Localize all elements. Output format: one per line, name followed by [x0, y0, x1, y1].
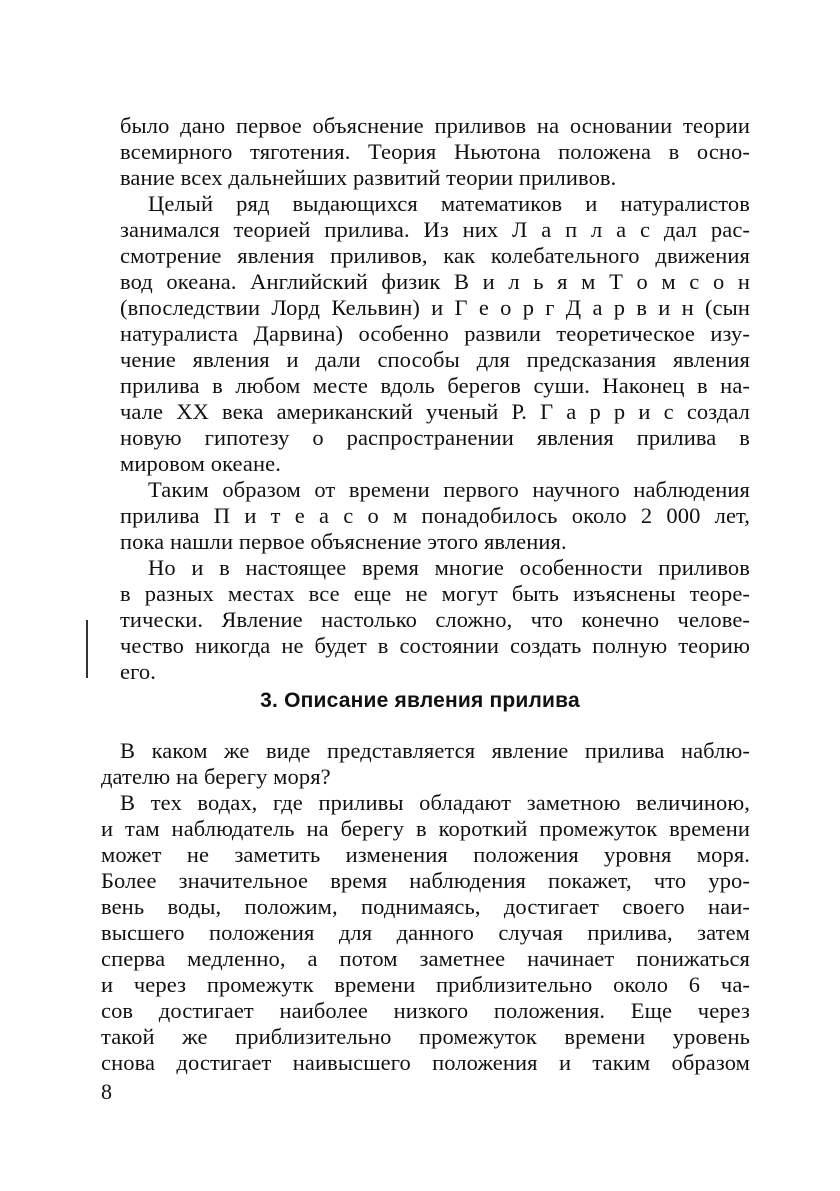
text-line: занимался теорией прилива. Из них Л а п л а с дал рас-: [120, 217, 750, 242]
text-line: натуралиста Дарвина) особенно развили теоретическое изу-: [120, 321, 750, 346]
margin-pencil-mark: [86, 620, 88, 678]
text-line: чале XX века американский ученый Р. Г а р р и с создал: [120, 399, 750, 424]
text-line: такой же приблизительно промежуток времени уровень: [101, 1024, 750, 1049]
text-line: чество никогда не будет в состоянии создать полную теорию: [120, 633, 750, 658]
text-line: пока нашли первое объяснение этого явления.: [120, 529, 567, 554]
text-line: сперва медленно, а потом заметнее начинает понижаться: [101, 946, 750, 971]
page-number: 8: [101, 1079, 112, 1104]
text-line: вание всех дальнейших развитий теории приливов.: [120, 165, 617, 190]
text-line: всемирного тяготения. Теория Ньютона положена в осно-: [120, 139, 750, 164]
text-line: чение явления и дали способы для предсказания явления: [120, 347, 750, 372]
text-line: прилива в любом месте вдоль берегов суши. Наконец в на-: [120, 373, 750, 398]
text-line: может не заметить изменения положения уровня моря.: [101, 842, 750, 867]
text-line: смотрение явления приливов, как колебательного движения: [120, 243, 750, 268]
text-line: его.: [120, 659, 156, 684]
text-line: Целый ряд выдающихся математиков и натуралистов: [148, 191, 750, 216]
text-line: в разных местах все еще не могут быть изъяснены теоре-: [120, 581, 750, 606]
text-line: В каком же виде представляется явление прилива наблю-: [120, 738, 750, 763]
section-heading: 3. Описание явления прилива: [260, 689, 580, 712]
text-line: высшего положения для данного случая прилива, затем: [101, 920, 750, 945]
text-line: вод океана. Английский физик В и л ь я м Т о м с о н: [120, 269, 750, 294]
text-line: Более значительное время наблюдения покажет, что уро-: [101, 868, 750, 893]
text-line: В тех водах, где приливы обладают заметною величиною,: [120, 790, 750, 815]
text-line: и там наблюдатель на берегу в короткий промежуток времени: [101, 816, 750, 841]
text-line: дателю на берегу моря?: [101, 764, 331, 789]
text-line: прилива П и т е а с о м понадобилось около 2 000 лет,: [120, 503, 750, 528]
text-line: Таким образом от времени первого научного наблюдения: [148, 477, 750, 502]
text-line: (впоследствии Лорд Кельвин) и Г е о р г Д а р в и н (сын: [120, 295, 750, 320]
text-line: тически. Явление настолько сложно, что конечно челове-: [120, 607, 750, 632]
text-line: было дано первое объяснение приливов на основании теории: [120, 113, 750, 138]
text-line: и через промежутк времени приблизительно около 6 ча-: [101, 972, 750, 997]
text-line: новую гипотезу о распространении явления прилива в: [120, 425, 750, 450]
text-line: вень воды, положим, поднимаясь, достигает своего наи-: [101, 894, 750, 919]
text-line: снова достигает наивысшего положения и таким образом: [101, 1050, 750, 1075]
text-line: сов достигает наиболее низкого положения. Еще через: [101, 998, 750, 1023]
text-line: мировом океане.: [120, 451, 281, 476]
text-line: Но и в настоящее время многие особенности приливов: [148, 555, 750, 580]
